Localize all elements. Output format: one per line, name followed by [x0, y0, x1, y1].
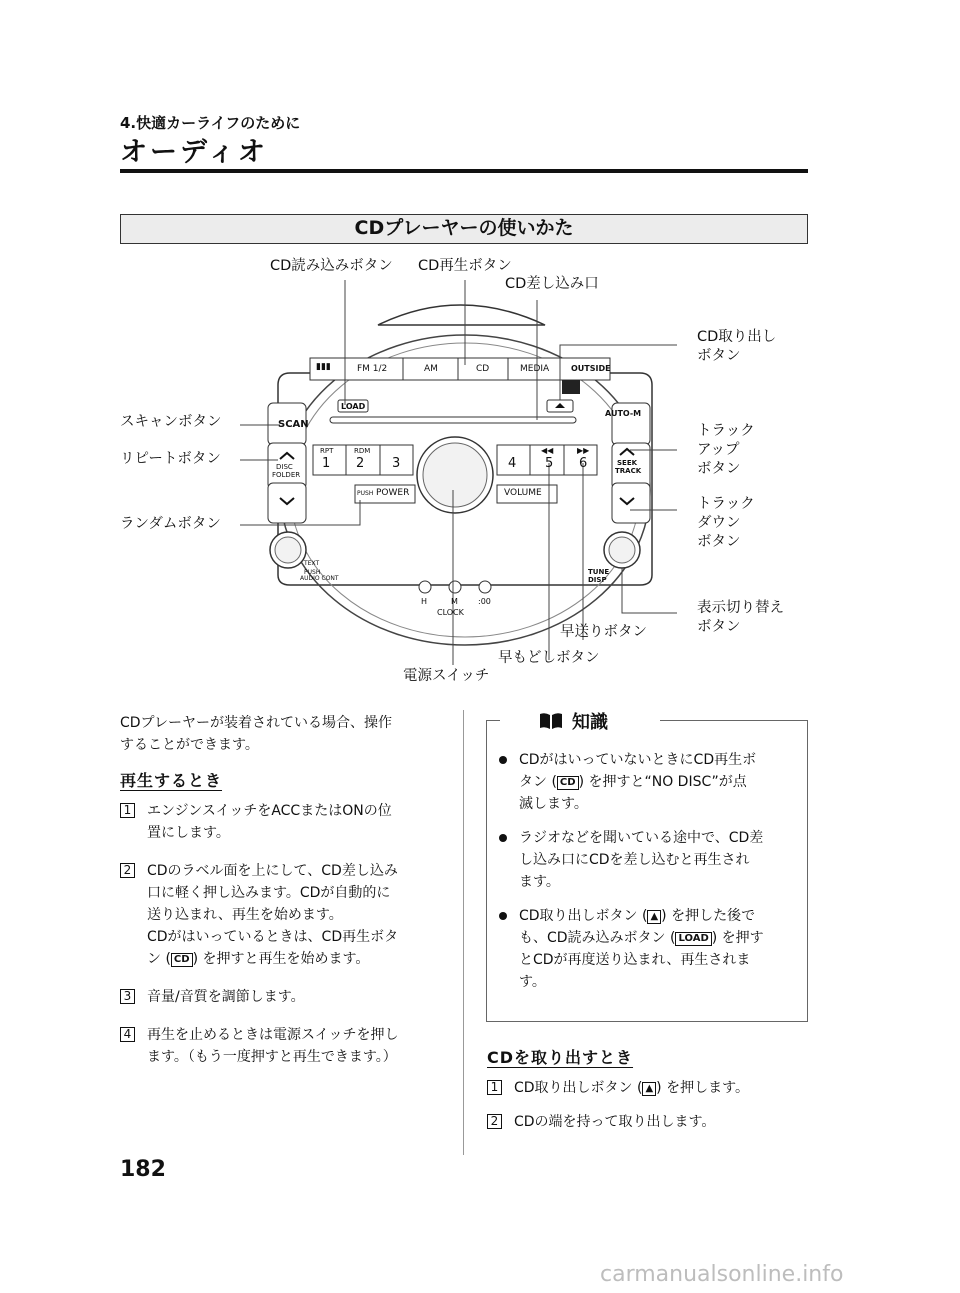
panel-cd: CD: [476, 364, 490, 374]
preset-4: 4: [508, 456, 517, 471]
preset-6: 6: [579, 456, 588, 471]
panel-text: TEXT: [304, 560, 320, 567]
note-bullet-3: CD取り出しボタン ( ▲ ) を押した後で も、CD読み込みボタン ( LOAD ) を押す とCDが再度送り込まれ、再生されま す。: [499, 905, 799, 993]
callout-track-down: トラック ダウン ボタン: [697, 496, 755, 550]
callout-ffwd: 早送りボタン: [560, 624, 647, 640]
intro-text: CDプレーヤーが装着されている場合、操作 することができます。: [120, 715, 392, 753]
note-bullet-2: ラジオなどを聞いている途中で、CD差 し込み口にCDを差し込むと再生され ます。: [499, 827, 799, 893]
callout-repeat: リピートボタン: [120, 451, 221, 467]
forward-icon: ▶▶: [577, 446, 590, 455]
chapter-heading: 4.快適カーライフのために: [120, 114, 301, 132]
panel-seek: SEEK: [617, 459, 638, 467]
eject-step-2: 2 CDの端を持って取り出します。: [487, 1111, 807, 1133]
column-divider: [463, 710, 464, 1155]
panel-volume: VOLUME: [504, 488, 542, 498]
panel-rpt: RPT: [320, 447, 334, 455]
section-title: CDプレーヤーの使いかた: [120, 214, 808, 244]
callout-random: ランダムボタン: [120, 516, 221, 532]
eject-steps: [487, 1077, 807, 1133]
bullet-dot: [499, 912, 507, 920]
audio-unit-diagram: [0, 245, 960, 695]
eject-key-icon: ▲: [642, 1082, 656, 1096]
eject-key-icon: ▲: [647, 910, 661, 924]
watermark: carmanualsonline.info: [600, 1262, 844, 1287]
play-heading: 再生するとき: [120, 771, 223, 790]
play-steps: [120, 800, 455, 1068]
play-step-4: 4 再生を止めるときは電源スイッチを押し ます。（もう一度押すと再生できます。）: [120, 1024, 455, 1068]
panel-tune: TUNE: [588, 568, 610, 576]
panel-clock: CLOCK: [437, 608, 464, 617]
panel-track: TRACK: [615, 467, 642, 475]
eject-step-1: 1 CD取り出しボタン ( ▲ ) を押します。: [487, 1077, 807, 1099]
load-key-icon: LOAD: [675, 932, 711, 946]
play-step-2: 2 CDのラベル面を上にして、CD差し込み 口に軽く押し込みます。CDが自動的に 送り込まれ、再生を始めます。 CDがはいっているときは、CD再生ボタ ン ( CD ) を押すと再生を始めます。: [120, 860, 455, 970]
preset-1: 1: [322, 456, 331, 471]
panel-folder: FOLDER: [272, 471, 301, 479]
callout-display: 表示切り替え ボタン: [697, 600, 784, 635]
panel-audio-cont: AUDIO CONT: [300, 575, 339, 582]
play-step-3: 3 音量/音質を調節します。: [120, 986, 455, 1008]
title-rule: [120, 169, 808, 173]
panel-am: AM: [424, 364, 438, 374]
callout-power: 電源スイッチ: [403, 668, 490, 684]
panel-auto-m: AUTO-M: [605, 409, 642, 418]
note-bullets: [499, 749, 799, 993]
panel-m: M: [451, 597, 458, 606]
callout-cd-load: CD読み込みボタン: [270, 258, 393, 274]
panel-media: MEDIA: [520, 364, 550, 374]
audio-unit-svg: [0, 245, 960, 695]
panel-disc: DISC: [276, 463, 293, 471]
callout-scan: スキャンボタン: [120, 414, 222, 430]
note-box: [486, 720, 808, 1022]
preset-2: 2: [356, 456, 365, 471]
rewind-icon: ◀◀: [541, 446, 554, 455]
note-bullet-1: CDがはいっていないときにCD再生ボ タン ( CD ) を押すと“NO DISC”が点 滅します。: [499, 749, 799, 815]
panel-power: POWER: [376, 488, 410, 498]
panel-rdm: RDM: [354, 447, 371, 455]
panel-fm: FM 1/2: [357, 364, 388, 374]
bullet-dot: [499, 834, 507, 842]
callout-cd-slot: CD差し込み口: [505, 276, 599, 292]
signal-icon: ▮▮▮: [316, 362, 331, 372]
panel-h: H: [421, 597, 428, 606]
preset-5: 5: [545, 456, 554, 471]
panel-scan: SCAN: [278, 419, 309, 430]
panel-push2: PUSH: [304, 569, 321, 576]
callout-cd-play: CD再生ボタン: [418, 258, 512, 274]
panel-load: LOAD: [341, 402, 366, 411]
eject-heading: CDを取り出すとき: [487, 1048, 634, 1067]
cd-key-icon: CD: [171, 953, 193, 967]
panel-zero: :00: [478, 597, 491, 606]
callout-track-up: トラック アップ ボタン: [697, 423, 755, 477]
cd-disc-shape: [378, 305, 545, 325]
page-number: 182: [120, 1157, 166, 1182]
book-icon: [538, 711, 564, 731]
callout-rewind: 早もどしボタン: [498, 650, 600, 666]
panel-disp: DISP: [588, 576, 607, 584]
panel-outside: OUTSIDE: [571, 364, 611, 373]
cd-key-icon: CD: [557, 776, 579, 790]
callout-eject: CD取り出し ボタン: [697, 329, 777, 364]
panel-push: PUSH: [357, 490, 374, 497]
note-heading: 知識: [500, 708, 660, 734]
page-title: オーディオ: [120, 137, 268, 168]
play-step-1: 1 エンジンスイッチをACCまたはONの位 置にします。: [120, 800, 455, 844]
preset-3: 3: [392, 456, 401, 471]
bullet-dot: [499, 756, 507, 764]
